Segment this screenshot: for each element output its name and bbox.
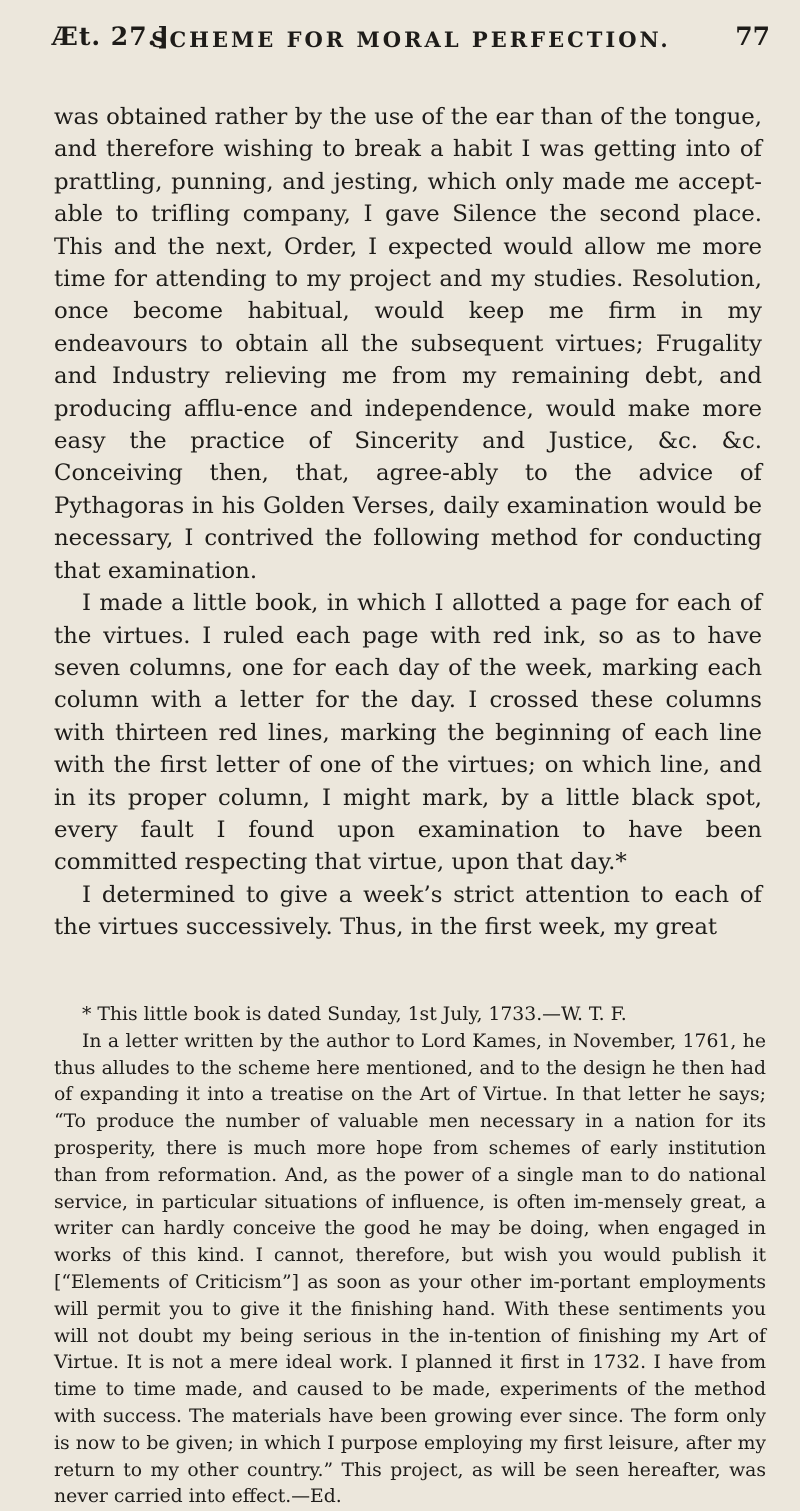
paragraph-1: was obtained rather by the use of the ear than of the tongue, and therefore wishing to break a habit I was getting into of prattling, punning, and jesting, which only made me accept-able to trifling company, I gave Silence the second place. This and the next, Order, I expected would allow me more time for attending to my project and my studies. Resolution, once become habitual, would keep me firm in my endeavours to obtain all the subsequent virtues; Frugality and Industry relieving me from my remaining debt, and producing afflu-ence and independence, would make more easy the practice of Sincerity and Justice, &c. &c. Conceiving then, that, agree-ably to the advice of Pythagoras in his Golden Verses, daily examination would be necessary, I contrived the following method for conducting that examination. <box>54 104 762 584</box>
footnote-1: * This little book is dated Sunday, 1st July, 1733.—W. T. F. <box>82 1004 627 1025</box>
age-marker: Æt. 27.] <box>52 22 171 51</box>
paragraph-2: I made a little book, in which I allotted a page for each of the virtues. I ruled each page with red ink, so as to have seven columns, one for each day of the week, marking each column with a letter for the day. I crossed these columns with thirteen red lines, marking the beginning of each line with the first letter of one of the virtues; on which line, and in its proper column, I might mark, by a little black spot, every fault I found upon examination to have been committed respecting that virtue, upon that day.* <box>54 590 762 876</box>
footnotes <box>54 1002 766 1511</box>
running-head <box>52 22 770 62</box>
chapter-title: SCHEME FOR MORAL PERFECTION. <box>151 27 671 52</box>
footnote-2: In a letter written by the author to Lord Kames, in November, 1761, he thus alludes to the scheme here mentioned, and to the design he then had of expanding it into a treatise on the Art of Virtue. In that letter he says; “To produce the number of valuable men necessary in a nation for its prosperity, there is much more hope from schemes of early institution than from reformation. And, as the power of a single man to do national service, in particular situations of influence, is often im-mensely great, a writer can hardly conceive the good he may be doing, when engaged in works of this kind. I cannot, therefore, but wish you would publish it [“Elements of Criticism”] as soon as your other im-portant employments will permit you to give it the finishing hand. With these sentiments you will not doubt my being serious in the in-tention of finishing my Art of Virtue. It is not a mere ideal work. I planned it first in 1732. I have from time to time made, and caused to be made, experiments of the method with success. The materials have been growing ever since. The form only is now to be given; in which I purpose employing my first leisure, after my return to my other country.” This project, as will be seen hereafter, was never carried into effect.—Ed. <box>54 1030 766 1508</box>
body-text <box>54 101 762 944</box>
paragraph-3: I determined to give a week’s strict attention to each of the virtues successively. Thus, in the first week, my great <box>54 881 762 941</box>
page-number: 77 <box>735 22 770 51</box>
